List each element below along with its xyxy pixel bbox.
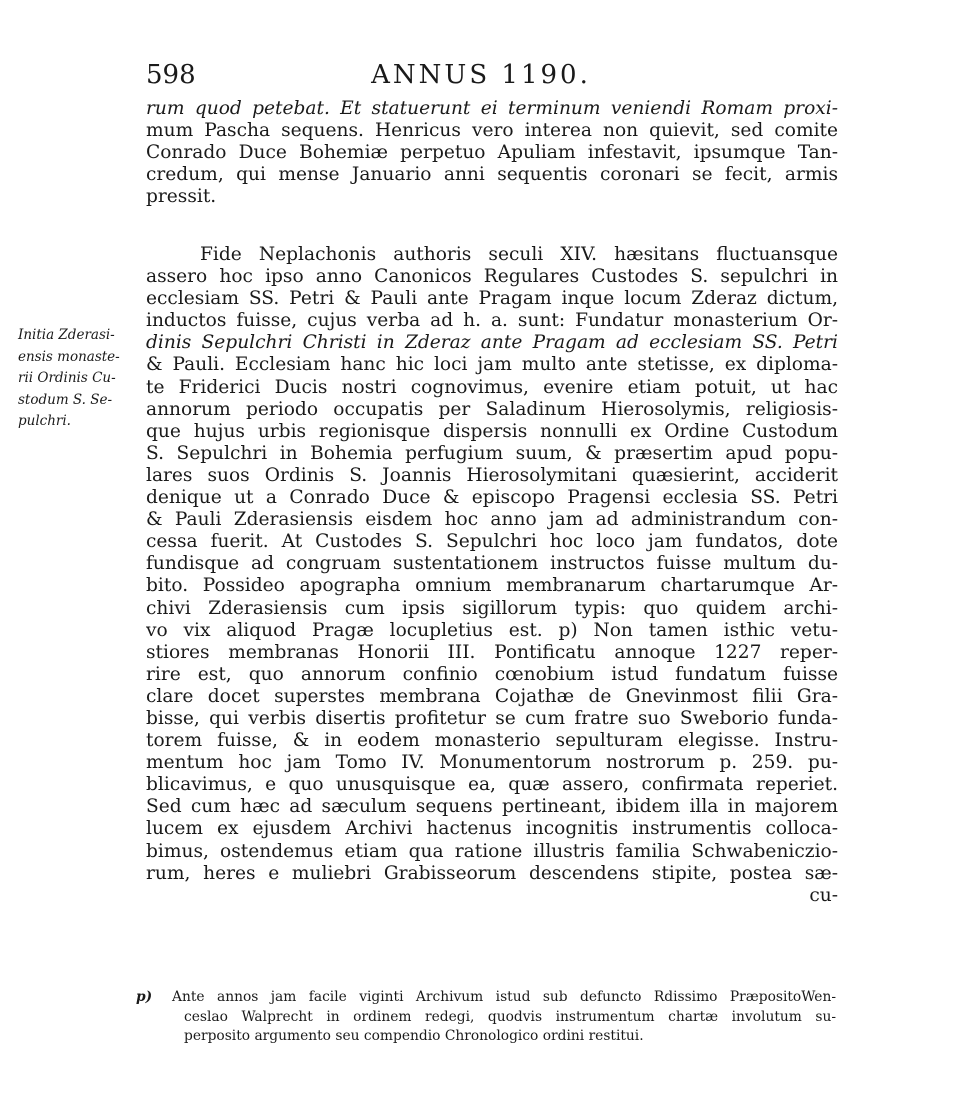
margin-note-line: rii Ordinis Cu- — [18, 370, 116, 386]
text-line: stiores membranas Honorii III. Pontificatu annoque 1227 reper- — [146, 641, 838, 663]
text-line: Conrado Duce Bohemiæ perpetuo Apuliam infestavit, ipsumque Tan- — [146, 142, 838, 164]
text-line: blicavimus, e quo unusquisque ea, quæ assero, confirmata reperiet. — [146, 774, 838, 796]
text-line: & Pauli. Ecclesiam hanc hic loci jam multo ante stetisse, ex diploma- — [146, 354, 838, 376]
text-line: vo vix aliquod Pragæ locupletius est. p) Non tamen isthic vetu- — [146, 619, 838, 641]
text-line: S. Sepulchri in Bohemia perfugium suum, & præsertim apud popu- — [146, 442, 838, 464]
text-line: torem fuisse, & in eodem monasterio sepulturam elegisse. Instru- — [146, 730, 838, 752]
text-line: que hujus urbis regionisque dispersis nonnulli ex Ordine Custodum — [146, 420, 838, 442]
text-line: pressit. — [146, 186, 217, 208]
text-line: fundisque ad congruam sustentationem instructos fuisse multum du- — [146, 553, 838, 575]
text-line: lucem ex ejusdem Archivi hactenus incognitis instrumentis colloca- — [146, 818, 838, 840]
page-number: 598 — [146, 60, 196, 90]
paragraph-1 — [146, 98, 838, 208]
footnote-line: Ante annos jam facile viginti Archivum istud sub defuncto Rdissimo PræpositoWen- — [172, 989, 836, 1005]
page-header — [146, 60, 816, 94]
text-line: ecclesiam SS. Petri & Pauli ante Pragam inque locum Zderaz dictum, — [146, 288, 838, 310]
text-line: assero hoc ipso anno Canonicos Regulares Custodes S. sepulchri in — [146, 266, 838, 288]
text-line: bito. Possideo apographa omnium membranarum chartarumque Ar- — [146, 575, 838, 597]
text-line: Fide Neplachonis authoris seculi XIV. hæsitans fluctuansque — [200, 244, 838, 265]
text-line: credum, qui mense Januario anni sequentis coronari se fecit, armis — [146, 164, 838, 186]
text-line: rum quod petebat. Et statuerunt ei terminum veniendi Romam proxi- — [146, 98, 838, 119]
text-line: rire est, quo annorum confinio cœnobium istud fundatum fuisse — [146, 663, 838, 685]
footnote-line: perposito argumento seu compendio Chronologico ordini restitui. — [184, 1028, 644, 1044]
running-head: ANNUS 1190. — [371, 60, 591, 90]
text-line: chivi Zderasiensis cum ipsis sigillorum typis: quo quidem archi- — [146, 597, 838, 619]
paragraph-2 — [146, 244, 838, 907]
margin-note-line: ensis monaste- — [18, 348, 120, 365]
text-line: te Friderici Ducis nostri cognovimus, evenire etiam potuit, ut hac — [146, 376, 838, 398]
text-line: dinis Sepulchri Christi in Zderaz ante Pragam ad ecclesiam SS. Petri — [146, 332, 838, 354]
text-line: cessa fuerit. At Custodes S. Sepulchri hoc loco jam fundatos, dote — [146, 531, 838, 553]
margin-note-line: stodum S. Se- — [18, 391, 113, 408]
text-line: lares suos Ordinis S. Joannis Hierosolymitani quæsierint, acciderit — [146, 464, 838, 486]
footnote-marker: p) — [136, 989, 153, 1005]
margin-note-line: Initia Zderasi- — [18, 327, 115, 343]
text-line: Sed cum hæc ad sæculum sequens pertineant, ibidem illa in majorem — [146, 796, 838, 818]
text-line: bimus, ostendemus etiam qua ratione illustris familia Schwabeniczio- — [146, 840, 838, 862]
footnote-line: ceslao Walprecht in ordinem redegi, quodvis instrumentum chartæ involutum su- — [184, 1008, 836, 1025]
margin-note — [18, 325, 136, 433]
text-line: bisse, qui verbis disertis profitetur se cum fratre suo Sweborio funda- — [146, 707, 838, 729]
margin-note-line: pulchri. — [18, 413, 71, 429]
text-line: rum, heres e muliebri Grabisseorum descendens stipite, postea sæ- — [146, 862, 838, 884]
text-line: mentum hoc jam Tomo IV. Monumentorum nostrorum p. 259. pu- — [146, 752, 838, 774]
text-line: mum Pascha sequens. Henricus vero interea non quievit, sed comite — [146, 120, 838, 142]
text-line: inductos fuisse, cujus verba ad h. a. sunt: Fundatur monasterium Or- — [146, 310, 838, 332]
text-line: clare docet superstes membrana Cojathæ de Gnevinmost filii Gra- — [146, 685, 838, 707]
text-line: denique ut a Conrado Duce & episcopo Pragensi ecclesia SS. Petri — [146, 487, 838, 509]
footnote — [136, 988, 836, 1047]
text-line: & Pauli Zderasiensis eisdem hoc anno jam ad administrandum con- — [146, 509, 838, 531]
text-line: annorum periodo occupatis per Saladinum Hierosolymis, religiosis- — [146, 398, 838, 420]
catchword: cu- — [809, 884, 838, 906]
